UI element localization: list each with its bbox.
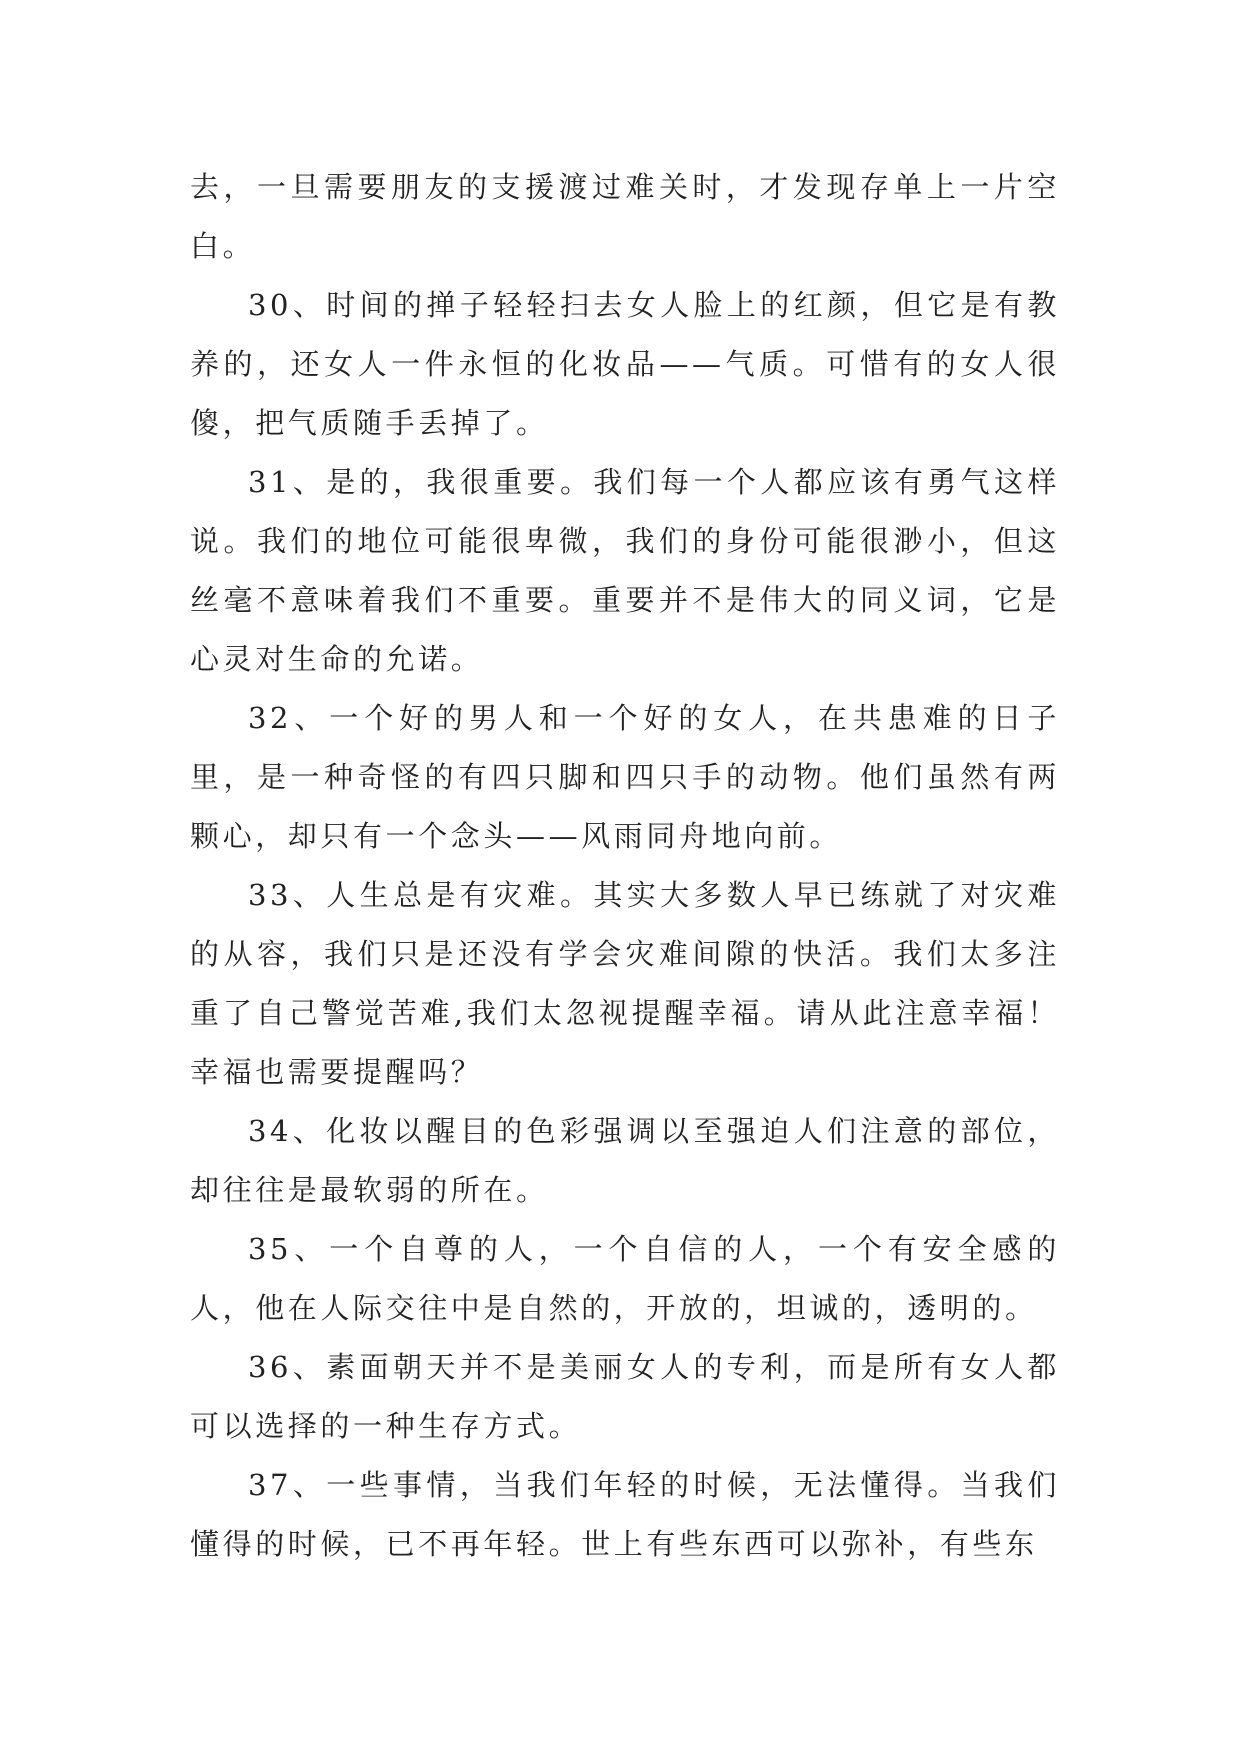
paragraph-37: 37、一些事情，当我们年轻的时候，无法懂得。当我们懂得的时候，已不再年轻。世上有些东西可以弥补，有些东	[190, 1468, 1060, 1561]
paragraph-35: 35、一个自尊的人，一个自信的人，一个有安全感的人，他在人际交往中是自然的，开放的，坦诚的，透明的。	[190, 1232, 1060, 1325]
paragraph-32: 32、一个好的男人和一个好的女人，在共患难的日子里，是一种奇怪的有四只脚和四只手的动物。他们虽然有两颗心，却只有一个念头——风雨同舟地向前。	[190, 701, 1060, 853]
paragraph-33: 33、人生总是有灾难。其实大多数人早已练就了对灾难的从容，我们只是还没有学会灾难间隙的快活。我们太多注重了自己警觉苦难,我们太忽视提醒幸福。请从此注意幸福！幸福也需要提醒吗？	[190, 878, 1060, 1089]
paragraph-31: 31、是的，我很重要。我们每一个人都应该有勇气这样说。我们的地位可能很卑微，我们的身份可能很渺小，但这丝毫不意味着我们不重要。重要并不是伟大的同义词，它是心灵对生命的允诺。	[190, 465, 1060, 676]
paragraph-30: 30、时间的掸子轻轻扫去女人脸上的红颜，但它是有教养的，还女人一件永恒的化妆品——气质。可惜有的女人很傻，把气质随手丢掉了。	[190, 288, 1060, 440]
document-body	[190, 158, 1060, 1574]
paragraph-continuation: 去，一旦需要朋友的支援渡过难关时，才发现存单上一片空白。	[190, 170, 1060, 263]
paragraph-34: 34、化妆以醒目的色彩强调以至强迫人们注意的部位，却往往是最软弱的所在。	[190, 1114, 1060, 1207]
paragraph-36: 36、素面朝天并不是美丽女人的专利，而是所有女人都可以选择的一种生存方式。	[190, 1350, 1060, 1443]
